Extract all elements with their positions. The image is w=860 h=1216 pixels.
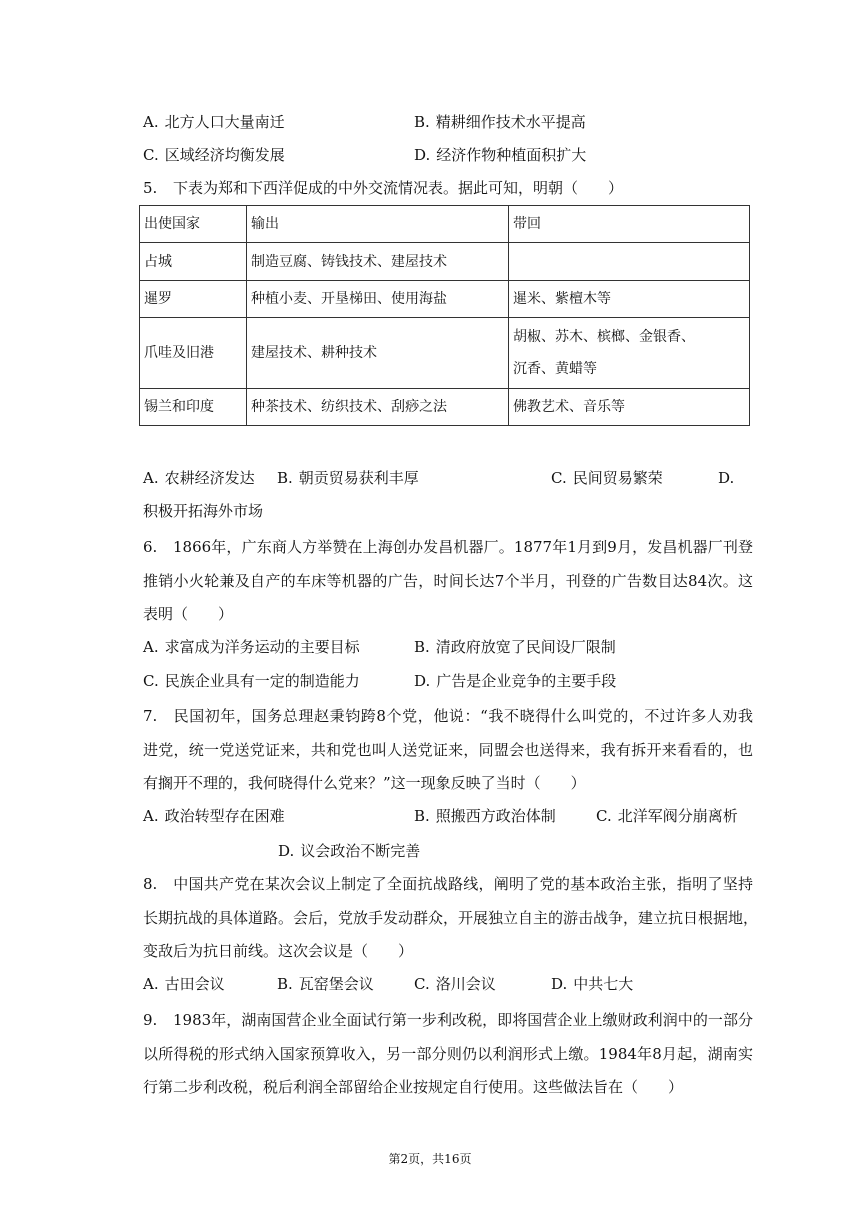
option-text: 区域经济均衡发展 <box>164 146 285 164</box>
question-number: 6. <box>143 538 158 556</box>
table-row <box>140 281 750 318</box>
q7-option-d <box>278 840 420 862</box>
question-text: 下表为郑和下西洋促成的中外交流情况表。据此可知，明朝（ ） <box>173 179 624 197</box>
option-key: C. <box>143 672 159 690</box>
table-cell <box>509 318 750 389</box>
table-row <box>140 243 750 281</box>
option-key: C. <box>143 146 159 164</box>
q8-option-b <box>277 973 374 995</box>
q8-option-d <box>551 973 633 995</box>
option-key: C. <box>596 807 612 825</box>
table-cell <box>509 243 750 281</box>
question-number: 5. <box>143 179 158 197</box>
q5-option-b <box>277 467 419 489</box>
option-text: 求富成为洋务运动的主要目标 <box>164 638 360 656</box>
option-text: 朝贡贸易获利丰厚 <box>298 469 419 487</box>
q9-line-1 <box>143 1009 753 1031</box>
cell-line: 沉香、黄蜡等 <box>513 361 597 377</box>
q8-line-1 <box>143 873 753 895</box>
option-key: C. <box>551 469 567 487</box>
question-number: 8. <box>143 875 158 893</box>
table-cell: 种茶技术、纺织技术、刮痧之法 <box>247 389 509 426</box>
q6-option-b <box>414 636 616 658</box>
table-cell: 锡兰和印度 <box>140 389 247 426</box>
option-text: 中共七大 <box>573 975 634 993</box>
q6-line-2: 推销小火轮兼及自产的车床等机器的广告，时间长达7个半月，刊登的广告数目达84次。这 <box>143 572 753 590</box>
page-footer: 第2页，共16页 <box>388 1152 472 1166</box>
option-text: 古田会议 <box>164 975 225 993</box>
q4-option-c <box>143 144 285 166</box>
option-text: 民族企业具有一定的制造能力 <box>164 672 360 690</box>
option-text: 精耕细作技术水平提高 <box>435 113 586 131</box>
question-text: 中国共产党在某次会议上制定了全面抗战路线，阐明了党的基本政治主张，指明了坚持 <box>173 875 753 893</box>
option-text: 瓦窑堡会议 <box>298 975 374 993</box>
option-text: 北方人口大量南迁 <box>164 113 285 131</box>
q5-option-c <box>551 467 663 489</box>
q8-line-2: 长期抗战的具体道路。会后，党放手发动群众，开展独立自主的游击战争，建立抗日根据地， <box>143 909 759 927</box>
question-text: 民国初年，国务总理赵秉钧跨8个党，他说：“我不晓得什么叫党的，不过许多人劝我 <box>173 707 753 725</box>
q7-line-3: 有搁开不理的，我何晓得什么党来？”这一现象反映了当时（ ） <box>143 774 586 792</box>
table-cell: 暹米、紫檀木等 <box>509 281 750 318</box>
table-cell: 爪哇及旧港 <box>140 318 247 389</box>
option-key: A. <box>143 638 159 656</box>
option-text: 洛川会议 <box>435 975 496 993</box>
q4-option-d <box>414 144 586 166</box>
q5-option-d <box>718 467 740 489</box>
option-text: 清政府放宽了民间设厂限制 <box>435 638 616 656</box>
table-cell: 制造豆腐、铸钱技术、建屋技术 <box>247 243 509 281</box>
q6-line-1 <box>143 536 753 558</box>
option-text: 照搬西方政治体制 <box>435 807 556 825</box>
table-cell: 佛教艺术、音乐等 <box>509 389 750 426</box>
option-key: B. <box>414 113 430 131</box>
question-text: 1866年，广东商人方举赞在上海创办发昌机器厂。1877年1月到9月，发昌机器厂刊登 <box>173 538 753 556</box>
table-cell: 占城 <box>140 243 247 281</box>
option-text: 农耕经济发达 <box>164 469 255 487</box>
q9-line-3: 行第二步利改税，税后利润全部留给企业按规定自行使用。这些做法旨在（ ） <box>143 1078 684 1096</box>
option-key: A. <box>143 469 159 487</box>
table-row <box>140 318 750 389</box>
table-header-cell: 输出 <box>247 206 509 243</box>
q4-option-a <box>143 111 285 133</box>
option-text: 议会政治不断完善 <box>300 842 421 860</box>
q5-option-d-text: 积极开拓海外市场 <box>143 502 264 520</box>
q8-option-a <box>143 973 225 995</box>
option-text: 经济作物种植面积扩大 <box>436 146 587 164</box>
option-key: A. <box>143 113 159 131</box>
q8-option-c <box>414 973 496 995</box>
table-cell: 建屋技术、耕种技术 <box>247 318 509 389</box>
option-text: 政治转型存在困难 <box>164 807 285 825</box>
option-text: 北洋军阀分崩离析 <box>617 807 738 825</box>
q9-line-2: 以所得税的形式纳入国家预算收入，另一部分则仍以利润形式上缴。1984年8月起，湖南实 <box>143 1045 753 1063</box>
q7-option-b <box>414 805 556 827</box>
option-key: B. <box>414 807 430 825</box>
q7-option-a <box>143 805 285 827</box>
option-key: B. <box>277 975 293 993</box>
q6-line-3: 表明（ ） <box>143 605 234 623</box>
option-key: B. <box>277 469 293 487</box>
option-text: 民间贸易繁荣 <box>572 469 663 487</box>
q5-stem <box>143 177 623 199</box>
q5-option-a <box>143 467 255 489</box>
option-key: D. <box>414 672 431 690</box>
option-key: A. <box>143 807 159 825</box>
q7-line-1 <box>143 705 753 727</box>
q6-option-c <box>143 670 360 692</box>
cell-line: 胡椒、苏木、槟榔、金银香、 <box>513 329 695 345</box>
option-text: 广告是企业竞争的主要手段 <box>436 672 617 690</box>
question-number: 9. <box>143 1011 158 1029</box>
q6-option-d <box>414 670 616 692</box>
exchange-table <box>139 205 750 426</box>
table-header-cell: 出使国家 <box>140 206 247 243</box>
option-key: B. <box>414 638 430 656</box>
option-key: D. <box>414 146 431 164</box>
q7-option-c <box>596 805 738 827</box>
question-text: 1983年，湖南国营企业全面试行第一步利改税，即将国营企业上缴财政利润中的一部分 <box>173 1011 753 1029</box>
option-key: D. <box>718 469 735 487</box>
q8-line-3: 变敌后为抗日前线。这次会议是（ ） <box>143 942 414 960</box>
q4-option-b <box>414 111 586 133</box>
q7-line-2: 进党，统一党送党证来，共和党也叫人送党证来，同盟会也送得来，我有拆开来看看的，也 <box>143 741 753 759</box>
table-row <box>140 389 750 426</box>
option-key: D. <box>278 842 295 860</box>
table-header-row <box>140 206 750 243</box>
option-key: C. <box>414 975 430 993</box>
option-key: D. <box>551 975 568 993</box>
table-cell: 暹罗 <box>140 281 247 318</box>
option-key: A. <box>143 975 159 993</box>
q6-option-a <box>143 636 360 658</box>
table-cell: 种植小麦、开垦梯田、使用海盐 <box>247 281 509 318</box>
question-number: 7. <box>143 707 158 725</box>
table-header-cell: 带回 <box>509 206 750 243</box>
